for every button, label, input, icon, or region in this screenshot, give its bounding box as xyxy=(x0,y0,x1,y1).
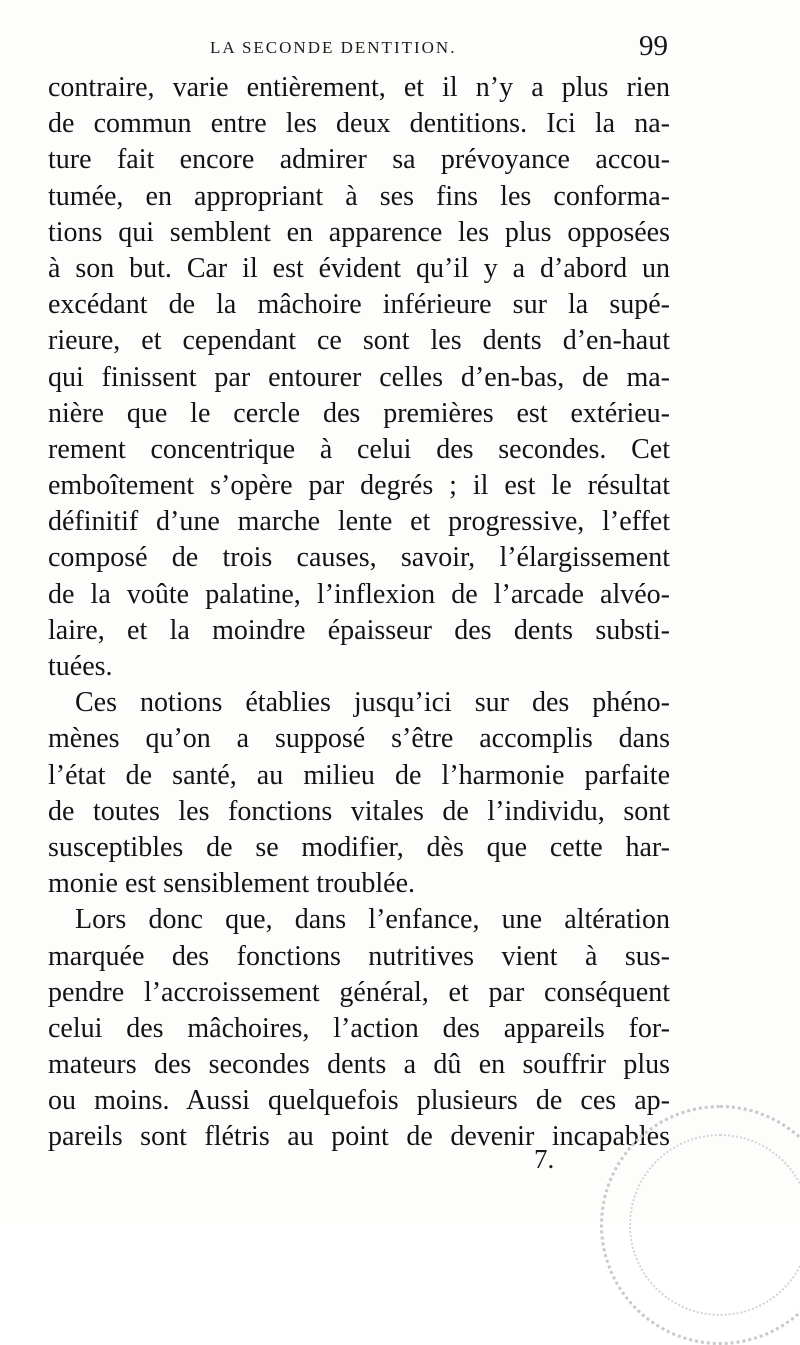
text-line: excédant de la mâchoire inférieure sur la supé- xyxy=(48,289,670,321)
text-line: de la voûte palatine, l’inflexion de l’arcade alvéo- xyxy=(48,578,670,610)
text-line: nière que le cercle des premières est extérieu- xyxy=(48,397,670,429)
text-line: pendre l’accroissement général, et par conséquent xyxy=(48,976,670,1008)
text-line: rement concentrique à celui des secondes. Cet xyxy=(48,433,670,465)
text-line: Lors donc que, dans l’enfance, une altération xyxy=(75,904,670,936)
text-line: de toutes les fonctions vitales de l’individu, sont xyxy=(48,795,670,827)
body-text xyxy=(48,70,670,1156)
text-line: susceptibles de se modifier, dès que cette har- xyxy=(48,831,670,863)
text-line: composé de trois causes, savoir, l’élargissement xyxy=(48,542,670,574)
text-line: ou moins. Aussi quelquefois plusieurs de ces ap- xyxy=(48,1085,670,1117)
text-line: tumée, en appropriant à ses fins les conforma- xyxy=(48,180,670,212)
text-line: mateurs des secondes dents a dû en souffrir plus xyxy=(48,1049,670,1081)
text-line: pareils sont flétris au point de devenir incapables xyxy=(48,1121,670,1153)
text-line: emboîtement s’opère par degrés ; il est le résultat xyxy=(48,470,670,502)
text-line: définitif d’une marche lente et progressive, l’effet xyxy=(48,506,670,538)
page-number: 99 xyxy=(639,30,668,62)
text-line: mènes qu’on a supposé s’être accomplis dans xyxy=(48,723,670,755)
text-line: tuées. xyxy=(48,651,113,682)
text-line: laire, et la moindre épaisseur des dents substi- xyxy=(48,614,670,646)
running-title: LA SECONDE DENTITION. xyxy=(210,38,457,57)
text-line: celui des mâchoires, l’action des appareils for- xyxy=(48,1012,670,1044)
text-line: de commun entre les deux dentitions. Ici la na- xyxy=(48,108,670,140)
signature-mark: 7. xyxy=(534,1144,555,1174)
text-line: monie est sensiblement troublée. xyxy=(48,868,416,900)
text-line: qui finissent par entourer celles d’en-bas, de ma- xyxy=(48,361,670,393)
text-line: tions qui semblent en apparence les plus opposées xyxy=(48,216,670,248)
text-line: Ces notions établies jusqu’ici sur des phéno- xyxy=(75,687,670,719)
library-stamp-inner-ring xyxy=(629,1134,800,1316)
text-line: à son but. Car il est évident qu’il y a d’abord un xyxy=(48,252,670,284)
text-line: contraire, varie entièrement, et il n’y a plus rien xyxy=(48,72,670,103)
text-line: rieure, et cependant ce sont les dents d’en-haut xyxy=(48,325,670,357)
page-header xyxy=(48,30,668,70)
text-line: l’état de santé, au milieu de l’harmonie parfaite xyxy=(48,759,670,791)
text-line: ture fait encore admirer sa prévoyance accou- xyxy=(48,144,670,176)
text-line: marquée des fonctions nutritives vient à sus- xyxy=(48,940,670,972)
